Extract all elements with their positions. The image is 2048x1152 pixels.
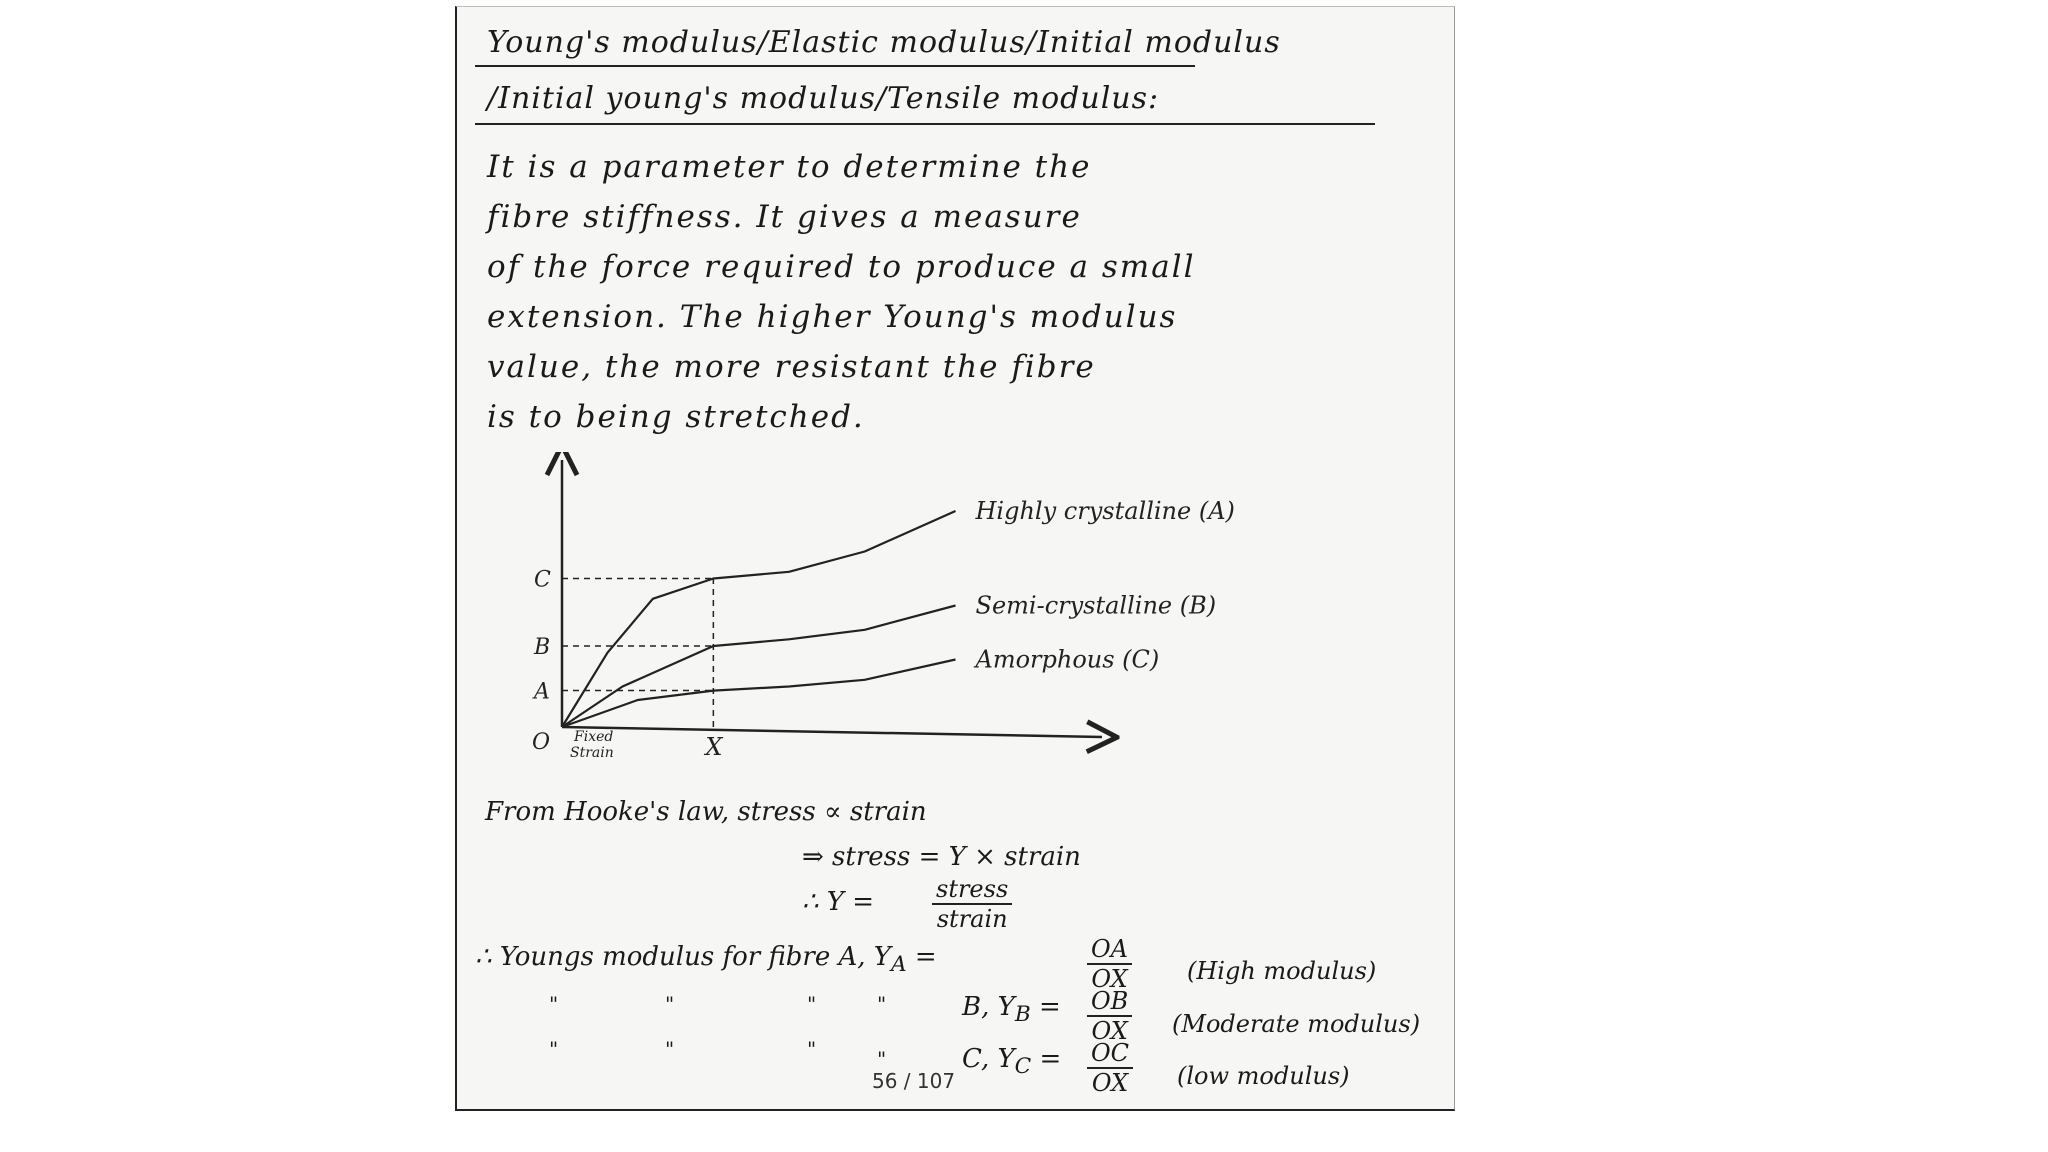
youngs-row-a-sub: A: [890, 952, 907, 978]
fixed-strain-caption-2: Strain: [570, 745, 614, 761]
youngs-row-a-prefix: ∴ Youngs modulus for fibre A, $Y_A$ =: [475, 942, 937, 978]
y-tick-label-2: A: [534, 679, 550, 705]
ditto-b-1: ": [549, 992, 559, 1016]
ditto-b-2: ": [665, 992, 675, 1016]
series-line-0: [562, 511, 956, 727]
ditto-b-4: ": [877, 992, 887, 1016]
title-underline-1: [475, 65, 1195, 67]
youngs-a-numerator: OA: [1087, 935, 1132, 965]
y-tick-label-0: C: [534, 567, 551, 593]
youngs-row-a-text: ∴ Youngs modulus for fibre A, Y: [475, 942, 891, 972]
x-axis: [562, 727, 1102, 737]
handwritten-note-page: [455, 6, 1455, 1111]
title-line-1: Young's modulus/Elastic modulus/Initial modulus: [487, 25, 1281, 60]
paragraph-line-1: It is a parameter to determine the: [487, 149, 1092, 185]
youngs-a-denominator: OX: [1091, 965, 1128, 993]
youngs-row-b-prefix: B, $Y_B$ =: [962, 992, 1061, 1028]
paragraph-line-4: extension. The higher Young's modulus: [487, 299, 1178, 335]
ditto-c-4: ": [877, 1047, 887, 1071]
series-label-2: Amorphous (C): [975, 645, 1160, 674]
title-underline-2: [475, 123, 1375, 125]
youngs-c-numerator: OC: [1087, 1039, 1133, 1069]
origin-label: O: [532, 730, 551, 755]
youngs-b-note: (Moderate modulus): [1172, 1010, 1421, 1038]
stress-over-strain-fraction: [932, 875, 1012, 933]
ditto-b-3: ": [807, 992, 817, 1016]
ditto-c-2: ": [665, 1037, 675, 1061]
youngs-a-note: (High modulus): [1187, 957, 1377, 985]
stress-strain-chart: [507, 452, 1407, 782]
youngs-c-note: (low modulus): [1177, 1062, 1350, 1090]
youngs-row-c-text: C, Y: [962, 1044, 1015, 1074]
youngs-row-b-sub: B: [1014, 1002, 1031, 1028]
youngs-a-fraction: [1087, 935, 1132, 993]
fraction-numerator: stress: [932, 875, 1012, 905]
ditto-c-1: ": [549, 1037, 559, 1061]
youngs-row-c-prefix: C, $Y_C$ =: [962, 1044, 1062, 1080]
series-line-2: [562, 660, 956, 728]
youngs-b-denominator: OX: [1091, 1017, 1128, 1045]
youngs-row-b-text: B, Y: [962, 992, 1015, 1022]
x-tick-label: X: [705, 733, 723, 761]
series-label-1: Semi-crystalline (B): [975, 591, 1217, 620]
youngs-equation-prefix: ∴ Y =: [802, 887, 875, 917]
stress-equation: ⇒ stress = Y × strain: [802, 842, 1081, 872]
hooke-law-line: From Hooke's law, stress ∝ strain: [485, 797, 927, 827]
youngs-b-numerator: OB: [1087, 987, 1132, 1017]
y-tick-label-1: B: [534, 635, 551, 660]
paragraph-line-6: is to being stretched.: [487, 399, 865, 435]
youngs-b-fraction: [1087, 987, 1132, 1045]
title-line-2: /Initial young's modulus/Tensile modulus:: [487, 81, 1160, 116]
paragraph-line-2: fibre stiffness. It gives a measure: [487, 199, 1082, 235]
paragraph-line-5: value, the more resistant the fibre: [487, 349, 1096, 385]
series-label-0: Highly crystalline (A): [975, 497, 1235, 525]
youngs-c-fraction: [1087, 1039, 1133, 1097]
youngs-row-c-sub: C: [1014, 1054, 1032, 1080]
paragraph-line-3: of the force required to produce a small: [487, 249, 1196, 285]
fixed-strain-caption-1: Fixed: [574, 729, 614, 745]
fraction-denominator: strain: [936, 905, 1008, 933]
youngs-c-denominator: OX: [1091, 1069, 1129, 1097]
ditto-c-3: ": [807, 1037, 817, 1061]
page-number: 56 / 107: [872, 1069, 956, 1093]
series-line-1: [562, 606, 956, 728]
